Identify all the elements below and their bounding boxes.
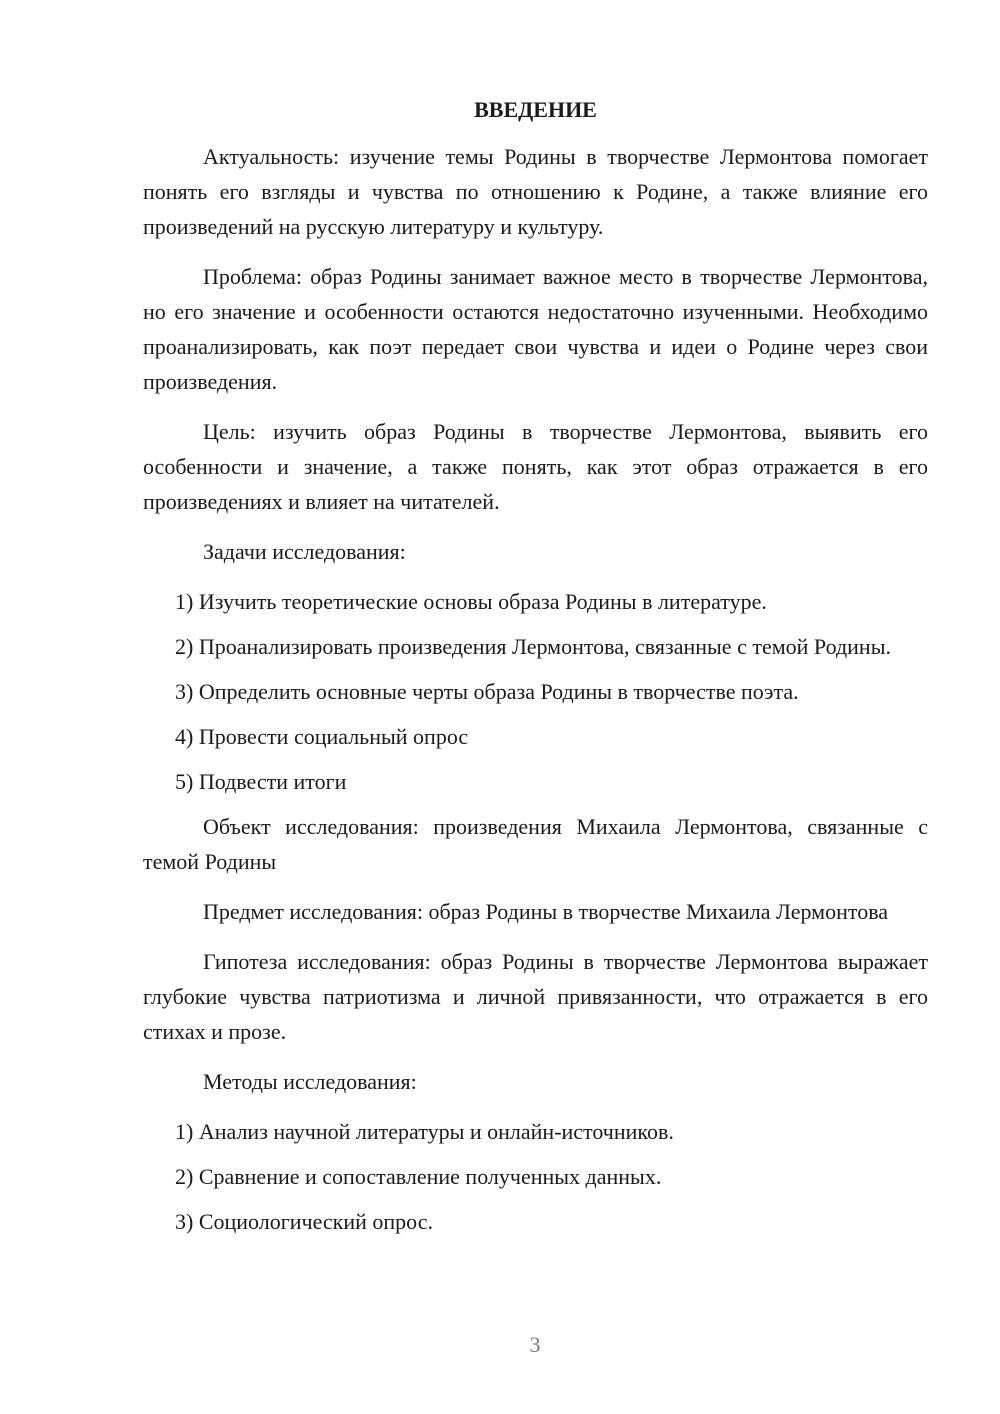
page-content <box>143 95 928 1249</box>
methods-heading: Методы исследования: <box>203 1069 417 1094</box>
paragraph-hypothesis: Гипотеза исследования: образ Родины в творчестве Лермонтова выражает глубокие чувства патриотизма и личной привязанности, что отражается в его стихах и прозе. <box>143 949 928 1044</box>
method-item-2: 2) Сравнение и сопоставление полученных данных. <box>175 1164 662 1189</box>
paragraph-relevance: Актуальность: изучение темы Родины в творчестве Лермонтова помогает понять его взгляды и чувства по отношению к Родине, а также влияние его произведений на русскую литературу и культуру. <box>143 144 928 239</box>
paragraph-object: Объект исследования: произведения Михаила Лермонтова, связанные с темой Родины <box>143 814 928 874</box>
method-item-1: 1) Анализ научной литературы и онлайн-источников. <box>175 1119 674 1144</box>
task-item-4: 4) Провести социальный опрос <box>175 724 469 749</box>
page-number: 3 <box>529 1332 541 1357</box>
method-item-3: 3) Социологический опрос. <box>175 1209 433 1234</box>
task-item-3: 3) Определить основные черты образа Родины в творчестве поэта. <box>175 679 799 704</box>
task-item-2: 2) Проанализировать произведения Лермонтова, связанные с темой Родины. <box>175 634 891 659</box>
task-item-1: 1) Изучить теоретические основы образа Родины в литературе. <box>175 589 767 614</box>
tasks-heading: Задачи исследования: <box>203 539 406 564</box>
paragraph-goal: Цель: изучить образ Родины в творчестве Лермонтова, выявить его особенности и значение, а также понять, как этот образ отражается в его произведениях и влияет на читателей. <box>143 419 928 514</box>
paragraph-subject: Предмет исследования: образ Родины в творчестве Михаила Лермонтова <box>203 899 889 924</box>
task-item-5: 5) Подвести итоги <box>175 769 347 794</box>
paragraph-problem: Проблема: образ Родины занимает важное место в творчестве Лермонтова, но его значение и особенности остаются недостаточно изученными. Необходимо проанализировать, как поэт передает свои чувства и идеи о Родине через свои произведения. <box>143 264 928 394</box>
page-title: ВВЕДЕНИЕ <box>474 97 597 122</box>
